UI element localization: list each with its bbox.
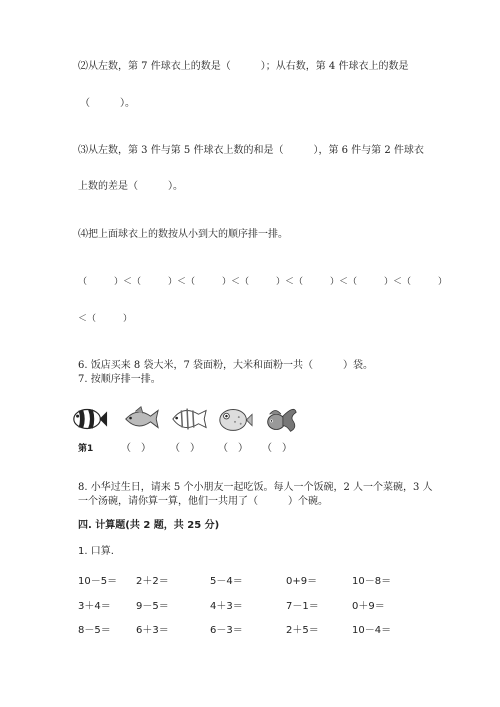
calc-r3-c1: 8－5＝ <box>78 625 111 636</box>
calc-r3-c3: 6－3＝ <box>210 625 243 636</box>
striped-fish-icon <box>170 402 208 436</box>
q7-first-label: 第1 <box>78 444 94 454</box>
section4-sub1: 1. 口算. <box>78 546 114 557</box>
calc-r2-c1: 3＋4＝ <box>78 601 111 612</box>
calc-r1-c2: 2＋2＝ <box>136 576 169 587</box>
q3-line2: 上数的差是（ ）。 <box>78 181 183 192</box>
q8-line1: 8. 小华过生日，请来 5 个小朋友一起吃饭。每人一个饭碗，2 人一个菜碗，3 人 <box>78 482 433 493</box>
goldfish-icon <box>262 402 300 436</box>
q7-title: 7. 按顺序排一排。 <box>78 374 161 385</box>
q2-line1: ⑵从左数，第 7 件球衣上的数是（ ）；从右数，第 4 件球衣上的数是 <box>78 61 409 72</box>
q8-line2: 一个汤碗，请你算一算，他们一共用了（ ）个碗。 <box>78 496 328 507</box>
q6-text: 6. 饭店买来 8 袋大米，7 袋面粉，大米和面粉一共（ ）袋。 <box>78 360 373 371</box>
calc-r1-c4: 0+9＝ <box>286 576 318 587</box>
plain-fish-icon <box>122 402 160 436</box>
calc-r2-c3: 4＋3＝ <box>210 601 243 612</box>
q4-order-line1: （ ）＜（ ）＜（ ）＜（ ）＜（ ）＜（ ）＜（ ） <box>78 277 448 287</box>
puffer-fish-icon <box>216 402 254 436</box>
section4-title: 四. 计算题(共 2 题，共 25 分) <box>78 520 220 531</box>
q2-line2: （ ）。 <box>80 98 135 109</box>
calc-r2-c2: 9－5＝ <box>136 601 169 612</box>
calc-r2-c5: 0＋9＝ <box>352 601 385 612</box>
calc-r1-c1: 10－5＝ <box>78 576 118 587</box>
q4-line1: ⑷把上面球衣上的数按从小到大的顺序排一排。 <box>78 229 288 240</box>
calc-r1-c5: 10－8＝ <box>352 576 392 587</box>
fish-row <box>66 402 306 438</box>
calc-r3-c2: 6＋3＝ <box>136 625 169 636</box>
q3-line1: ⑶从左数，第 3 件与第 5 件球衣上数的和是（ ），第 6 件与第 2 件球衣 <box>78 145 424 156</box>
calc-r2-c4: 7－1＝ <box>286 601 319 612</box>
q4-order-line2: ＜（ ） <box>78 314 133 324</box>
clownfish-icon <box>70 402 108 436</box>
calc-r3-c4: 2＋5＝ <box>286 625 319 636</box>
calc-r1-c3: 5－4＝ <box>210 576 243 587</box>
calc-r3-c5: 10－4＝ <box>352 625 392 636</box>
q7-blank-4: （ ） <box>262 443 292 454</box>
q7-blank-2: （ ） <box>170 443 200 454</box>
q7-blank-3: （ ） <box>218 443 248 454</box>
q7-blank-1: （ ） <box>121 443 151 454</box>
